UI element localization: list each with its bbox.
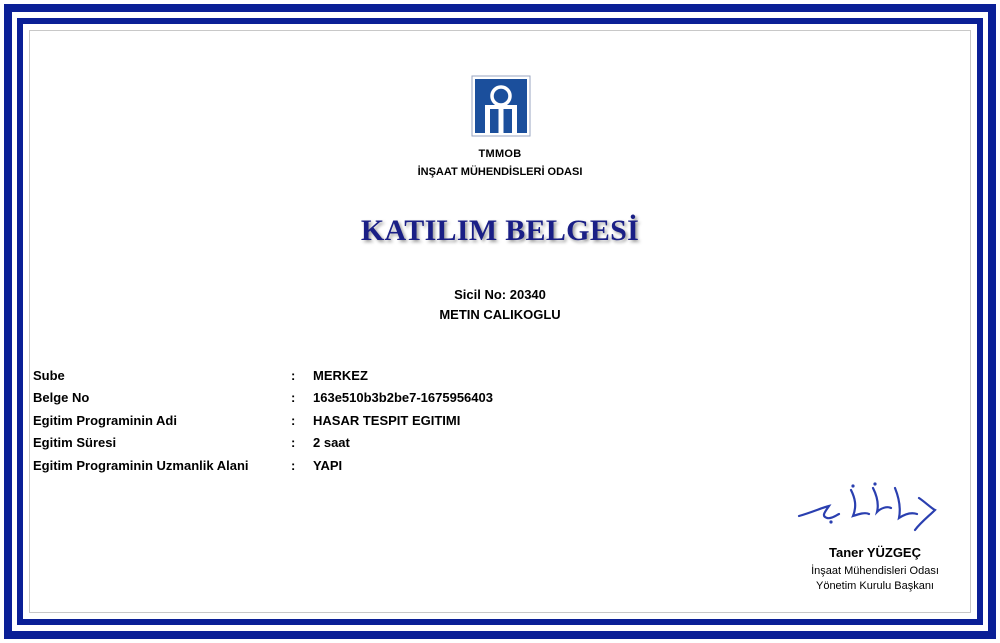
detail-colon: : bbox=[291, 412, 296, 428]
signature-image bbox=[795, 478, 945, 536]
detail-key: Egitim Programinin Uzmanlik Alani bbox=[33, 457, 249, 473]
detail-value: 2 saat bbox=[313, 435, 350, 451]
registration-label: Sicil No: bbox=[454, 287, 507, 302]
tmmob-imo-logo-icon bbox=[471, 75, 531, 137]
signatory-role: Yönetim Kurulu Başkanı bbox=[815, 580, 934, 592]
details-table bbox=[33, 364, 633, 477]
registration-number: 20340 bbox=[509, 287, 546, 302]
detail-row-specialty bbox=[33, 454, 633, 477]
detail-value: 163e510b3b2be7-1675956403 bbox=[313, 390, 493, 406]
detail-row-document-no bbox=[33, 387, 633, 410]
detail-colon: : bbox=[291, 367, 296, 383]
detail-value: YAPI bbox=[313, 457, 343, 473]
detail-key: Belge No bbox=[33, 390, 90, 406]
detail-key: Egitim Süresi bbox=[33, 435, 117, 451]
detail-row-branch bbox=[33, 364, 633, 387]
detail-colon: : bbox=[291, 435, 296, 451]
org-name: İNŞAAT MÜHENDİSLERİ ODASI bbox=[417, 166, 583, 178]
document-title: KATILIM BELGESİ bbox=[360, 214, 640, 247]
signatory-organization: İnşaat Mühendisleri Odası bbox=[811, 565, 939, 577]
detail-key: Egitim Programinin Adi bbox=[33, 412, 177, 428]
detail-colon: : bbox=[291, 390, 296, 406]
detail-value: HASAR TESPIT EGITIMI bbox=[313, 412, 461, 428]
signatory-name: Taner YÜZGEÇ bbox=[829, 545, 921, 560]
detail-row-duration bbox=[33, 432, 633, 455]
detail-colon: : bbox=[291, 457, 296, 473]
detail-row-program-name bbox=[33, 409, 633, 432]
org-abbreviation: TMMOB bbox=[478, 148, 522, 160]
holder-name: METIN CALIKOGLU bbox=[439, 307, 561, 322]
registration-line bbox=[0, 287, 1000, 302]
detail-key: Sube bbox=[33, 367, 65, 383]
detail-value: MERKEZ bbox=[313, 367, 368, 383]
